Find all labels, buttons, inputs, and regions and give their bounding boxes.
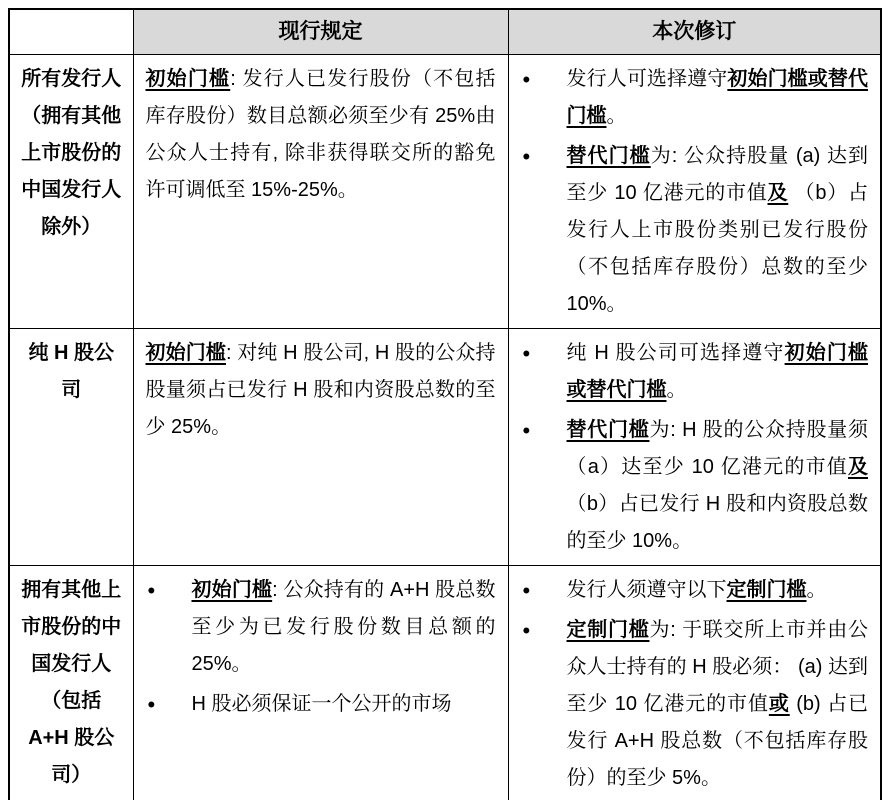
bullet-item xyxy=(521,61,869,135)
emphasized-term: 定制门槛 xyxy=(726,579,807,601)
row-label-line: 拥有其他上 xyxy=(21,579,122,601)
row-label-line: 所有发行人 xyxy=(21,68,122,90)
revised-rules-cell xyxy=(508,55,881,329)
row-label-line: 纯 H 股公 xyxy=(28,342,115,364)
row-label-line: 中国发行人 xyxy=(21,179,122,201)
emphasized-term: 定制门槛 xyxy=(566,619,650,641)
paragraph-text: 定制门槛为: 于联交所上市并由公众人士持有的 H 股必须： (a) 达到至少 10 亿港元的市值或 (b) 占已发行 A+H 股总数（不包括库存股份）的至少 5%。 xyxy=(566,619,869,789)
row-label-line: 除外） xyxy=(41,216,102,238)
paragraph xyxy=(146,61,496,209)
emphasized-term: 初始门槛或替代门槛 xyxy=(566,342,869,401)
emphasized-term: 替代门槛 xyxy=(566,419,650,441)
emphasized-term: 初始门槛或替代门槛 xyxy=(566,68,869,127)
bullet-item xyxy=(521,138,869,323)
bullet-icon: • xyxy=(522,618,531,643)
bullet-icon: • xyxy=(522,578,531,603)
emphasized-term: 初始门槛 xyxy=(191,579,273,601)
row-label-line: 司） xyxy=(51,764,92,786)
header-row xyxy=(9,9,881,55)
paragraph-text: 初始门槛: 对纯 H 股公司, H 股的公众持股量须占已发行 H 股和内资股总数的至少 25%。 xyxy=(145,342,496,438)
header-current-rules: 现行规定 xyxy=(133,9,508,55)
emphasized-term: 替代门槛 xyxy=(566,145,651,167)
bullet-icon: • xyxy=(147,578,156,603)
paragraph-text: 替代门槛为: H 股的公众持股量须（a）达至少 10 亿港元的市值及（b）占已发行 H 股和内资股总数的至少 10%。 xyxy=(566,419,868,552)
bullet-item xyxy=(146,572,496,683)
comparison-table xyxy=(8,8,882,800)
row-label-cell xyxy=(9,55,133,329)
row-label-line: 市股份的中 xyxy=(21,616,122,638)
bullet-icon: • xyxy=(522,341,531,366)
revised-rules-cell xyxy=(508,329,881,566)
row-label-line: （拥有其他 xyxy=(21,105,122,127)
bullet-item xyxy=(521,335,869,409)
header-this-revision: 本次修订 xyxy=(508,9,881,55)
paragraph-text: 发行人可选择遵守初始门槛或替代门槛。 xyxy=(566,68,869,127)
bullet-item xyxy=(146,686,496,723)
table-row xyxy=(9,55,881,329)
bullet-icon: • xyxy=(522,67,531,92)
bullet-item xyxy=(521,612,869,797)
emphasized-term: 初始门槛 xyxy=(145,68,231,90)
row-label-cell xyxy=(9,329,133,566)
emphasized-term: 及 xyxy=(848,456,868,478)
paragraph-text: 纯 H 股公司可选择遵守初始门槛或替代门槛。 xyxy=(566,342,869,401)
paragraph-text: 替代门槛为: 公众持股量 (a) 达到至少 10 亿港元的市值及 （b）占发行人上市股份类别已发行股份（不包括库存股份）总数的至少 10%。 xyxy=(566,145,869,315)
bullet-icon: • xyxy=(147,692,156,717)
row-label-line: （包括 xyxy=(41,690,102,712)
paragraph-text: 初始门槛: 发行人已发行股份（不包括库存股份）数目总额必须至少有 25%由公众人士持有, 除非获得联交所的豁免许可调低至 15%-25%。 xyxy=(145,68,496,201)
row-label-line: 国发行人 xyxy=(31,653,112,675)
paragraph-text: 初始门槛: 公众持有的 A+H 股总数至少为已发行股份数目总额的 25%。 xyxy=(191,579,496,675)
row-label-line: A+H 股公 xyxy=(28,727,115,749)
emphasized-term: 及 xyxy=(767,182,789,204)
table-body xyxy=(9,55,881,800)
paragraph-text: 发行人须遵守以下定制门槛。 xyxy=(566,579,827,601)
header-corner-cell xyxy=(9,9,133,55)
current-rules-cell xyxy=(133,55,508,329)
bullet-item xyxy=(521,412,869,560)
table-row xyxy=(9,566,881,800)
bullet-item xyxy=(521,572,869,609)
revised-rules-cell xyxy=(508,566,881,800)
bullet-icon: • xyxy=(522,418,531,443)
current-rules-cell xyxy=(133,566,508,800)
paragraph xyxy=(146,335,496,446)
row-label-line: 司 xyxy=(61,379,82,401)
current-rules-cell xyxy=(133,329,508,566)
table-row xyxy=(9,329,881,566)
row-label-line: 上市股份的 xyxy=(21,142,122,164)
emphasized-term: 初始门槛 xyxy=(145,342,226,364)
bullet-icon: • xyxy=(522,144,531,169)
row-label-cell xyxy=(9,566,133,800)
emphasized-term: 或 xyxy=(768,693,790,715)
paragraph-text: H 股必须保证一个公开的市场 xyxy=(191,693,452,715)
